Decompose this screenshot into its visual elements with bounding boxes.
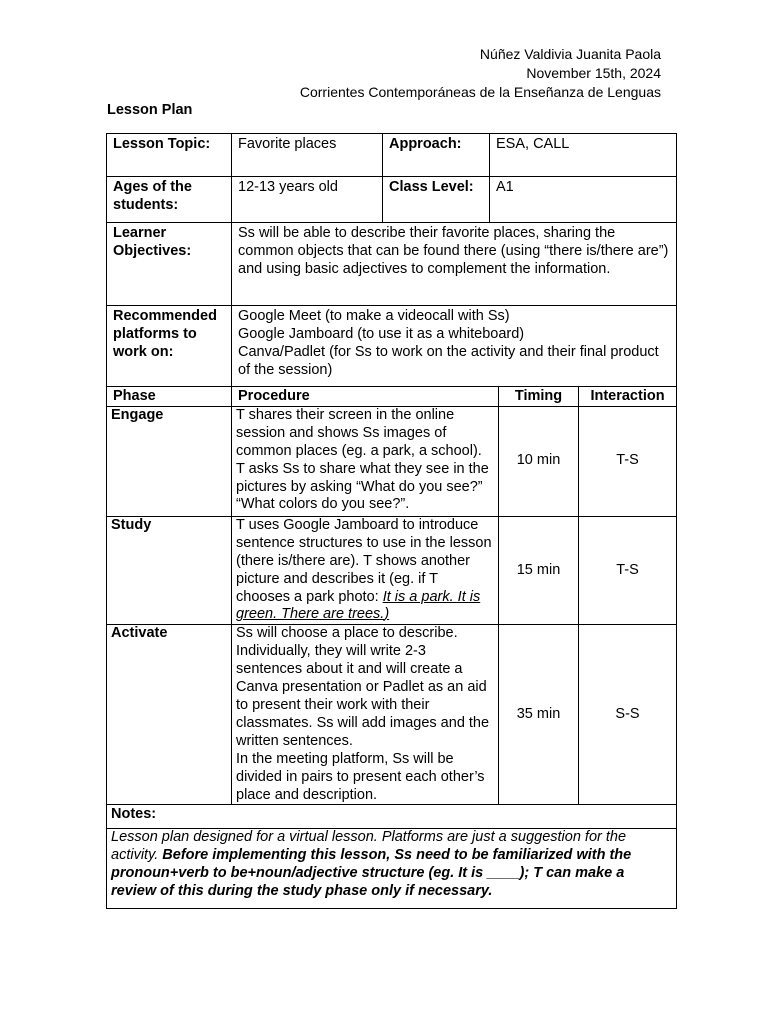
table-row: [107, 223, 677, 306]
table-row: [107, 134, 677, 177]
platforms-value: [232, 306, 677, 387]
interaction-header: Interaction: [579, 387, 677, 407]
table-row: [107, 306, 677, 387]
interaction-activate: S-S: [579, 625, 677, 805]
procedure-header: Procedure: [232, 387, 499, 407]
notes-bold: Before implementing this lesson, Ss need to be familiarized with the pronoun+verb to be+noun/adjective structure (eg. It is ____); T can make a review of this during the study phase only if necessary.: [111, 847, 632, 900]
phase-study: Study: [107, 516, 232, 624]
author-name: Núñez Valdivia Juanita Paola: [479, 46, 661, 62]
objectives-label: Learner Objectives:: [107, 223, 232, 306]
ages-label: Ages of the students:: [107, 177, 232, 223]
notes-label: Notes:: [107, 805, 677, 829]
objectives-value: Ss will be able to describe their favorite places, sharing the common objects that can be found there (using “there is/there are”) and using basic adjectives to complement the information.: [232, 223, 677, 306]
study-example: It is a park. It is green. There are trees.: [236, 588, 481, 623]
table-row: [107, 625, 677, 805]
platform-item: Google Meet (to make a videocall with Ss): [238, 308, 510, 324]
activate-text: Ss will choose a place to describe. Individually, they will write 2-3 sentences about it and will create a Canva presentation or Padlet as an aid to present their work with their classmates. Ss will add images and the written sentences.: [236, 625, 490, 749]
ages-value: 12-13 years old: [232, 177, 383, 223]
notes-text: [107, 829, 677, 909]
document-header: [300, 45, 661, 102]
table-row: [107, 406, 677, 516]
lesson-info-table: [106, 133, 677, 387]
platform-item: Canva/Padlet (for Ss to work on the activity and their final product of the session): [238, 344, 659, 378]
timing-study: 15 min: [499, 516, 579, 624]
topic-label: Lesson Topic:: [107, 134, 232, 177]
topic-value: Favorite places: [232, 134, 383, 177]
table-row: [107, 805, 677, 829]
study-text-end: ): [384, 606, 390, 623]
notes-plain: Lesson plan designed for a virtual lesson. Platforms are just a suggestion for the activity.: [111, 829, 627, 864]
table-row: [107, 829, 677, 909]
table-header-row: [107, 387, 677, 407]
platforms-label: Recommended platforms to work on:: [107, 306, 232, 387]
level-value: A1: [490, 177, 677, 223]
platform-item: Google Jamboard (to use it as a whiteboard): [238, 326, 525, 342]
procedure-engage: T shares their screen in the online session and shows Ss images of common places (eg. a park, a school). T asks Ss to share what they see in the pictures by asking “What do you see?” “What colors do you see?”.: [232, 406, 499, 516]
document-date: November 15th, 2024: [526, 65, 661, 81]
interaction-engage: T-S: [579, 406, 677, 516]
level-label: Class Level:: [383, 177, 490, 223]
page-title: Lesson Plan: [107, 102, 193, 118]
phase-activate: Activate: [107, 625, 232, 805]
table-row: [107, 177, 677, 223]
approach-label: Approach:: [383, 134, 490, 177]
approach-value: ESA, CALL: [490, 134, 677, 177]
study-text: T uses Google Jamboard to introduce sentence structures to use in the lesson (there is/there are). T shows another picture and describes it (eg. if T chooses a park photo:: [236, 516, 492, 605]
procedure-activate: [232, 625, 499, 805]
timing-header: Timing: [499, 387, 579, 407]
timing-activate: 35 min: [499, 625, 579, 805]
phase-engage: Engage: [107, 406, 232, 516]
procedure-study: [232, 516, 499, 624]
table-row: [107, 516, 677, 624]
interaction-study: T-S: [579, 516, 677, 624]
activate-text-2: In the meeting platform, Ss will be divided in pairs to present each other’s place and description.: [236, 750, 485, 803]
phase-header: Phase: [107, 387, 232, 407]
procedure-table: [106, 386, 677, 909]
timing-engage: 10 min: [499, 406, 579, 516]
course-name: Corrientes Contemporáneas de la Enseñanza de Lenguas: [299, 84, 661, 100]
